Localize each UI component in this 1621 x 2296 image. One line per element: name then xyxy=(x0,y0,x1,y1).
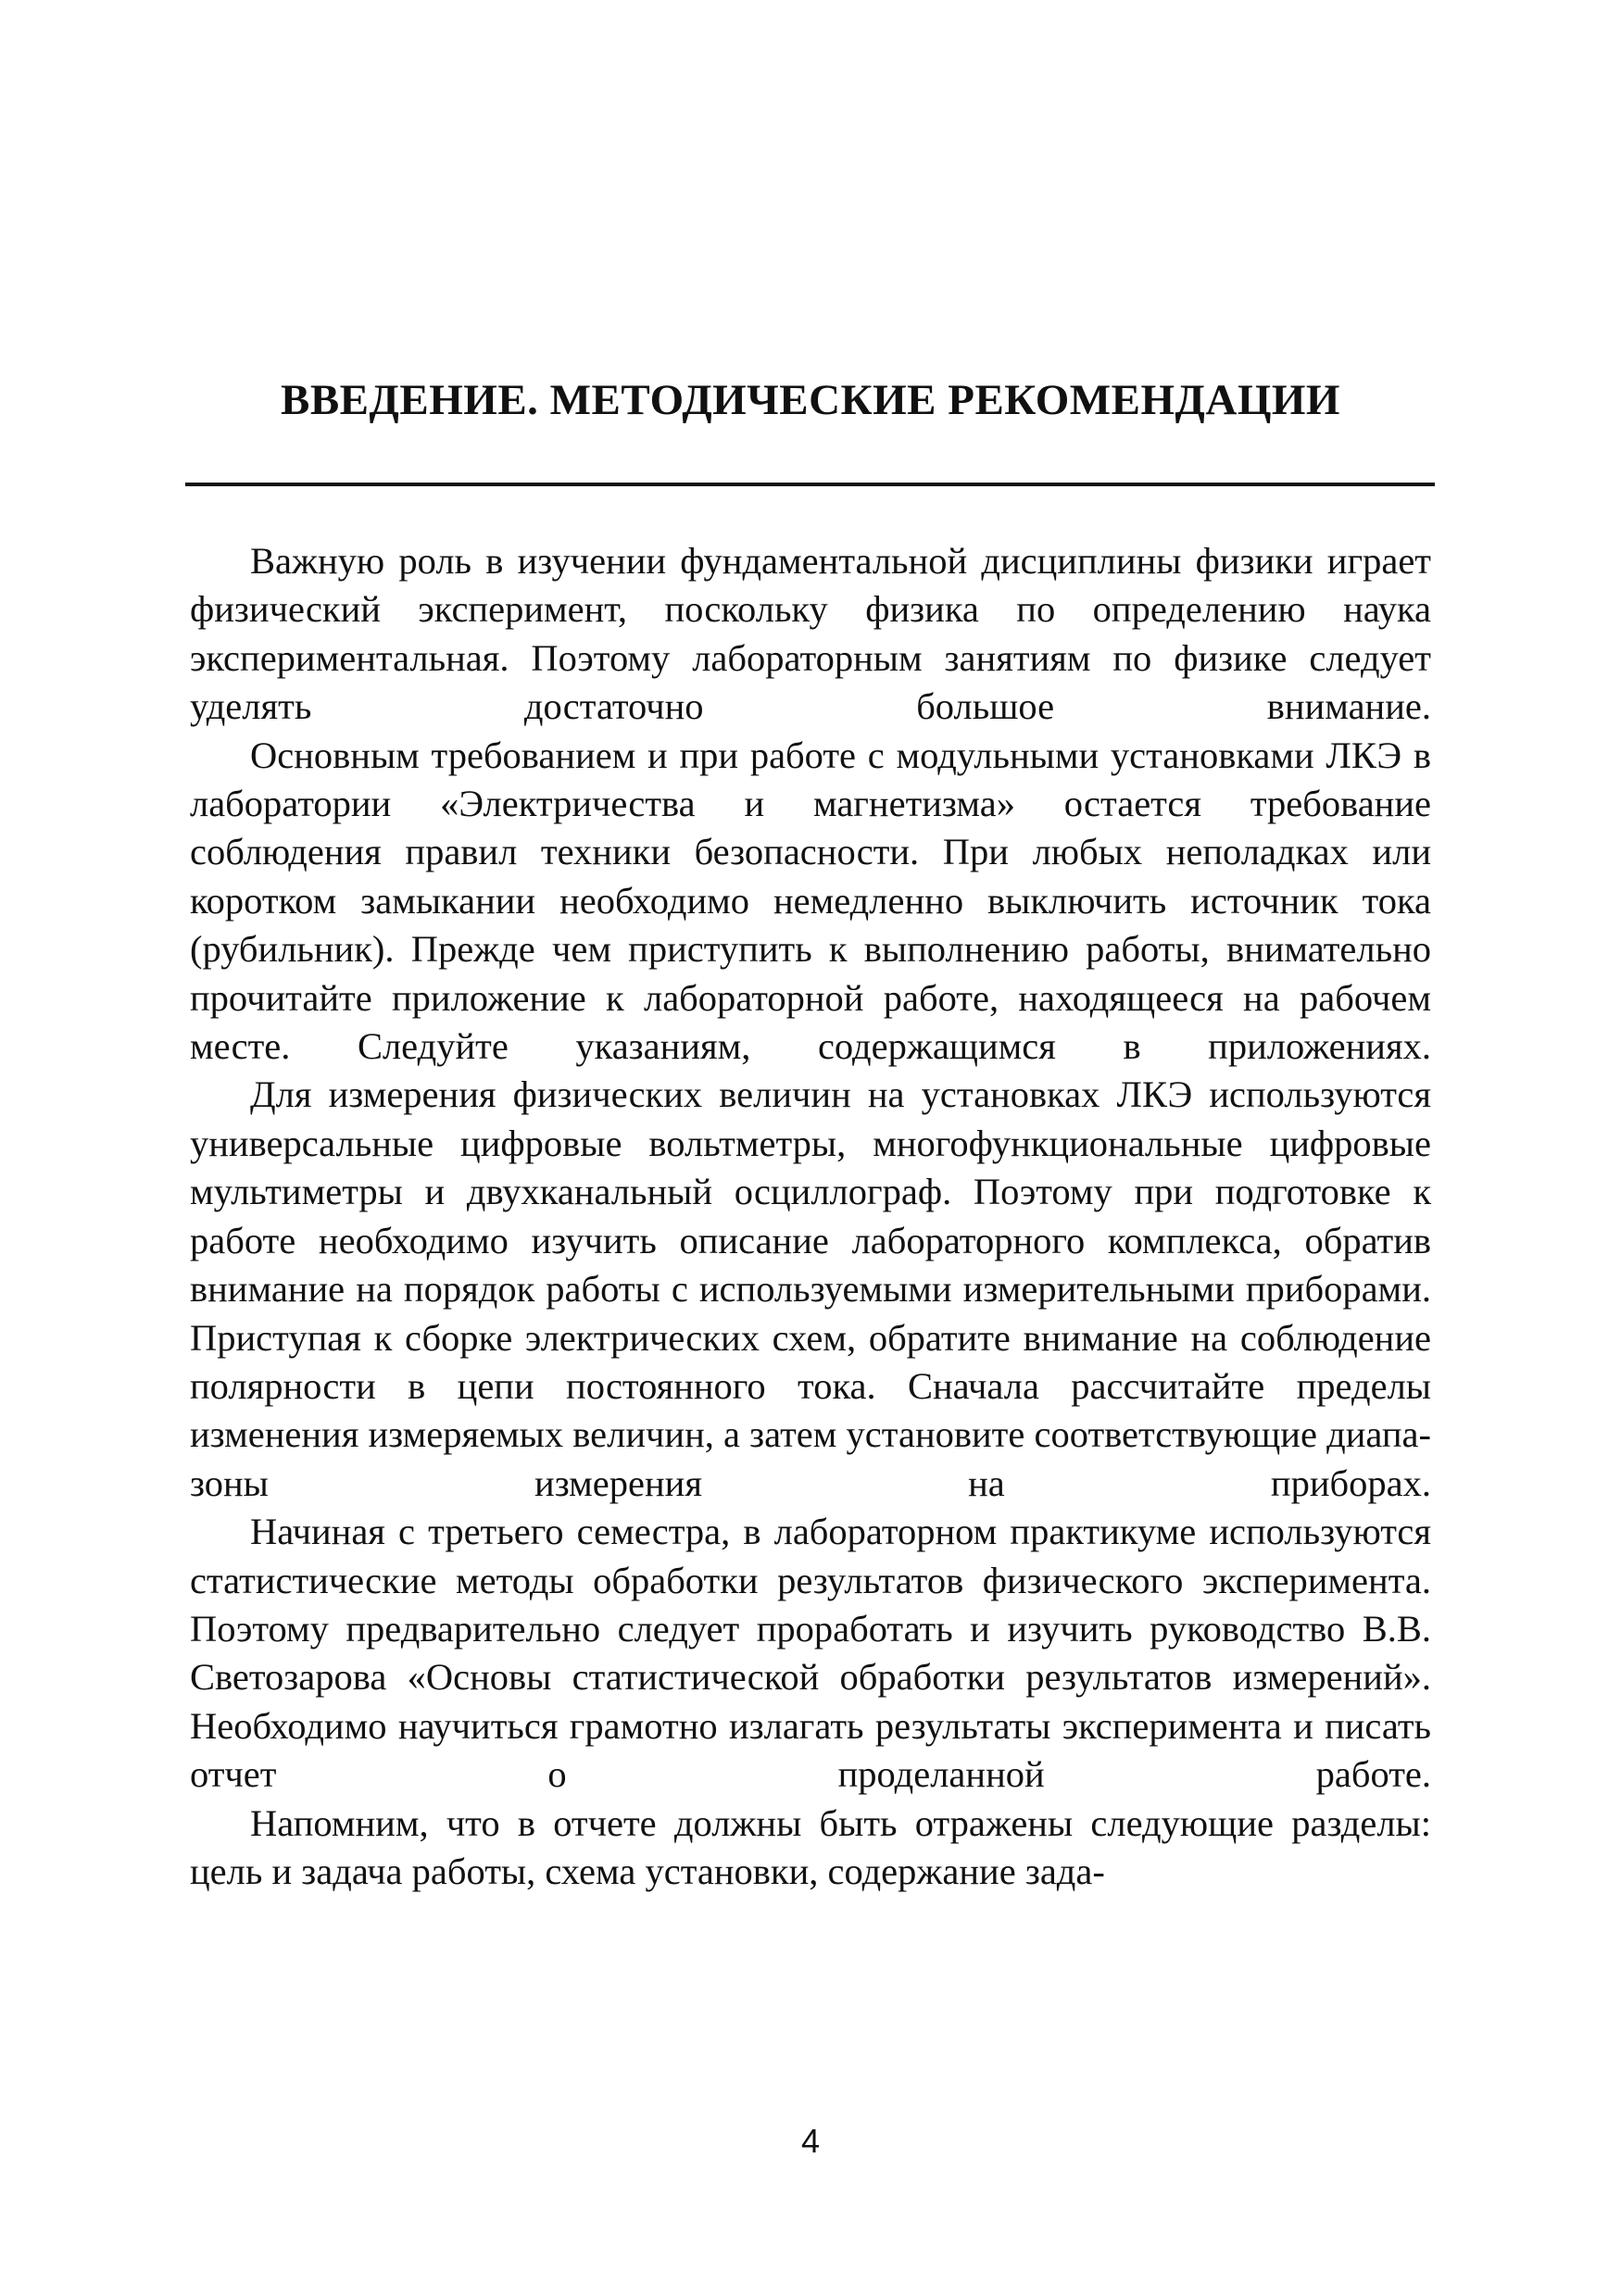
paragraph-1: Важную роль в изучении фундаментальной дисциплины физики играет физический эксперимент, поскольку физика по определению наука экспериментальная. Поэтому лабораторным занятиям по физике следует уделять достаточно большое внимание. xyxy=(190,540,1431,728)
paragraph-3: Для измерения физических величин на установках ЛКЭ используются универсальные цифровые вольтметры, многофункциональные цифровые мультиметры и двухканальный осциллограф. Поэтому при подготовке к работе необходимо изучить описание лабораторного комплекса, обратив внимание на порядок работы с используемыми измерительными приборами. Приступая к сборке электрических схем, обратите внимание на соблюдение полярности в цепи постоянного тока. Сначала рассчитайте пределы изменения измеряемых величин, а затем установите соответствующие диапазоны измерения на приборах. xyxy=(190,1073,1431,1504)
paragraph-5: Напомним, что в отчете должны быть отражены следующие разделы: цель и задача работы, схема установки, содержание зада- xyxy=(190,1801,1431,1892)
body-text xyxy=(190,537,1431,1896)
paragraph-4: Начиная с третьего семестра, в лабораторном практикуме используются статистические методы обработки результатов физического эксперимента. Поэтому предварительно следует проработать и изучить руководство В.В. Светозарова «Основы статистической обработки результатов измерений». Необходимо научиться грамотно излагать результаты эксперимента и писать отчет о проделанной работе. xyxy=(190,1511,1431,1796)
paragraph-2: Основным требованием и при работе с модульными установками ЛКЭ в лаборатории «Электричества и магнетизма» остается требование соблюдения правил техники безопасности. При любых неполадках или коротком замыкании необходимо немедленно выключить источник тока (рубильник). Прежде чем приступить к выполнению работы, внимательно прочитайте приложение к лабораторной работе, находящееся на рабочем месте. Следуйте указаниям, содержащимся в приложениях. xyxy=(190,734,1431,1068)
page-number: 4 xyxy=(800,2122,821,2160)
page-title: ВВЕДЕНИЕ. МЕТОДИЧЕСКИЕ РЕКОМЕНДАЦИИ xyxy=(280,376,1340,424)
title-divider xyxy=(185,483,1435,486)
